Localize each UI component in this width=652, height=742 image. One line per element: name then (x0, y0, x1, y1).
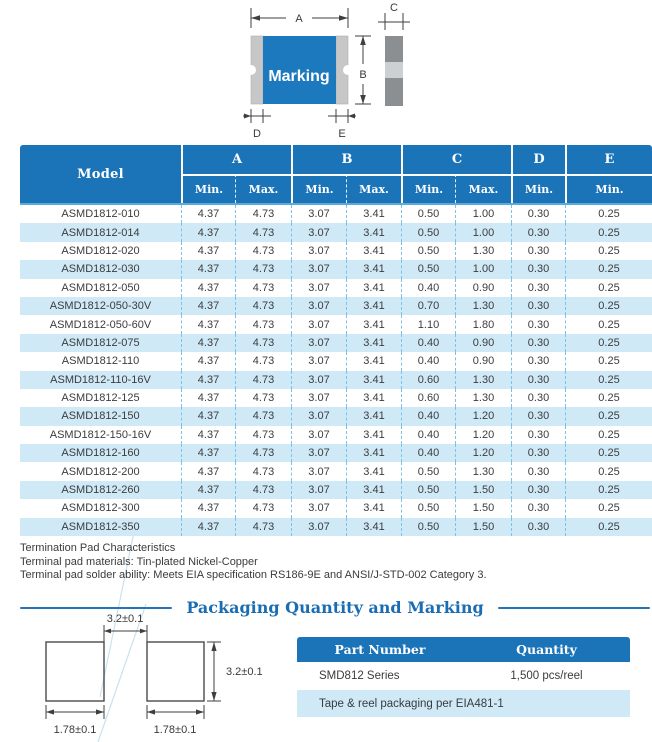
value-cell: 1.20 (455, 444, 511, 462)
value-cell: 4.37 (181, 334, 235, 352)
value-cell: 4.73 (235, 499, 291, 517)
model-cell: ASMD1812-030 (61, 263, 140, 276)
side-view (385, 36, 403, 106)
value-cell: 4.73 (235, 389, 291, 407)
value-cell: 0.40 (401, 426, 455, 444)
model-cell: ASMD1812-300 (61, 502, 140, 515)
value-cell: 0.30 (511, 279, 565, 297)
model-cell: ASMD1812-075 (61, 336, 140, 349)
packaging-table-header (297, 637, 630, 662)
value-cell: 1.10 (401, 315, 455, 333)
subheader-c-max: Max. (455, 174, 511, 203)
value-cell: 4.37 (181, 499, 235, 517)
value-cell: 3.41 (346, 518, 401, 536)
value-cell: 4.73 (235, 518, 291, 536)
value-cell: 0.50 (401, 223, 455, 241)
value-cell: 4.73 (235, 444, 291, 462)
pad-height-label: 3.2±0.1 (226, 666, 263, 678)
subheader-a-min: Min. (181, 174, 235, 203)
value-cell: 4.73 (235, 334, 291, 352)
value-cell: 4.37 (181, 315, 235, 333)
value-cell: 4.73 (235, 462, 291, 480)
value-cell: 0.40 (401, 352, 455, 370)
table-row (20, 223, 652, 241)
value-cell: 3.07 (291, 297, 346, 315)
value-cell: 0.25 (565, 481, 652, 499)
table-row (20, 481, 652, 499)
value-cell: 0.25 (565, 205, 652, 223)
value-cell: 4.37 (181, 518, 235, 536)
right-notch (343, 65, 353, 75)
model-cell: ASMD1812-050-60V (49, 318, 152, 331)
dim-e-arrow (348, 114, 355, 119)
value-cell: 3.07 (291, 426, 346, 444)
value-cell: 0.40 (401, 444, 455, 462)
value-cell: 0.30 (511, 481, 565, 499)
width2-arrow-right (196, 709, 204, 714)
left-notch (246, 65, 256, 75)
value-cell: 3.07 (291, 371, 346, 389)
land-pattern-diagram (0, 606, 340, 742)
value-cell: 0.40 (401, 407, 455, 425)
value-cell: 0.30 (511, 242, 565, 260)
value-cell: 1.20 (455, 426, 511, 444)
table-row (20, 334, 652, 352)
value-cell: 0.25 (565, 407, 652, 425)
value-cell: 3.41 (346, 334, 401, 352)
table-row (297, 662, 630, 690)
table-row (20, 426, 652, 444)
part-number-cell: SMD812 Series (319, 670, 400, 682)
model-cell: ASMD1812-150 (61, 410, 140, 423)
height-arrow-top (211, 642, 216, 651)
value-cell: 0.60 (401, 371, 455, 389)
termination-notes (20, 542, 487, 583)
model-cell: ASMD1812-050-30V (49, 300, 152, 313)
model-cell: ASMD1812-020 (61, 244, 140, 257)
table-row (20, 518, 652, 536)
dim-c-label: C (390, 2, 398, 14)
column-header-b: B (291, 145, 401, 174)
table-row (20, 260, 652, 278)
value-cell: 0.30 (511, 297, 565, 315)
value-cell: 0.30 (511, 426, 565, 444)
quantity-header: Quantity (516, 642, 577, 657)
value-cell: 4.37 (181, 407, 235, 425)
value-cell: 0.25 (565, 444, 652, 462)
value-cell: 3.41 (346, 371, 401, 389)
pad-pitch-label: 3.2±0.1 (106, 613, 144, 625)
dim-b-label: B (359, 69, 367, 81)
note-line: Termination Pad Characteristics (20, 542, 176, 554)
note-line: Terminal pad solder ability: Meets EIA specification RS186-9E and ANSI/J-STD-002 Category 3. (20, 569, 487, 582)
value-cell: 0.25 (565, 462, 652, 480)
value-cell: 3.41 (346, 297, 401, 315)
pitch-dim-lines (104, 625, 147, 642)
value-cell: 0.25 (565, 297, 652, 315)
value-cell: 3.41 (346, 444, 401, 462)
value-cell: 0.50 (401, 518, 455, 536)
value-cell: 0.90 (455, 279, 511, 297)
dim-d-arrow (244, 114, 251, 119)
value-cell: 4.37 (181, 462, 235, 480)
value-cell: 4.73 (235, 426, 291, 444)
value-cell: 3.07 (291, 518, 346, 536)
value-cell: 0.25 (565, 389, 652, 407)
value-cell: 0.30 (511, 389, 565, 407)
value-cell: 4.73 (235, 481, 291, 499)
value-cell: 3.41 (346, 499, 401, 517)
value-cell: 1.00 (455, 223, 511, 241)
section-title: Packaging Quantity and Marking (186, 598, 484, 617)
value-cell: 0.50 (401, 499, 455, 517)
value-cell: 3.41 (346, 260, 401, 278)
table-row (20, 371, 652, 389)
subheader-d-min: Min. (511, 174, 565, 203)
table-row (20, 462, 652, 480)
value-cell: 4.37 (181, 352, 235, 370)
value-cell: 3.07 (291, 334, 346, 352)
subheader-b-max: Max. (346, 174, 401, 203)
value-cell: 0.25 (565, 315, 652, 333)
value-cell: 0.30 (511, 518, 565, 536)
dim-b-arrow-top (360, 36, 366, 45)
package-dimension-diagram (0, 0, 652, 143)
table-row (20, 205, 652, 223)
note-line: Terminal pad materials: Tin-plated Nickel-Copper (20, 555, 258, 568)
value-cell: 0.40 (401, 279, 455, 297)
dim-a-arrow-right (339, 15, 348, 21)
table-row (20, 352, 652, 370)
value-cell: 0.40 (401, 334, 455, 352)
value-cell: 3.07 (291, 499, 346, 517)
value-cell: 4.73 (235, 407, 291, 425)
dim-b-arrow-bottom (360, 95, 366, 104)
table-row (20, 279, 652, 297)
value-cell: 0.30 (511, 444, 565, 462)
value-cell: 1.00 (455, 260, 511, 278)
packaging-table (297, 637, 630, 717)
value-cell: 4.73 (235, 315, 291, 333)
value-cell: 0.30 (511, 205, 565, 223)
value-cell: 0.60 (401, 389, 455, 407)
width1-dim-lines (46, 705, 104, 719)
column-header-d: D (511, 145, 565, 174)
table-row (20, 499, 652, 517)
dim-c-lines (378, 13, 410, 30)
value-cell: 0.50 (401, 260, 455, 278)
model-cell: ASMD1812-010 (61, 208, 140, 221)
value-cell: 0.25 (565, 223, 652, 241)
part-number-header: Part Number (334, 642, 426, 657)
value-cell: 3.41 (346, 426, 401, 444)
model-cell: ASMD1812-160 (61, 447, 140, 460)
value-cell: 3.41 (346, 481, 401, 499)
value-cell: 0.30 (511, 315, 565, 333)
value-cell: 0.25 (565, 279, 652, 297)
value-cell: 0.25 (565, 371, 652, 389)
height-arrow-bottom (211, 692, 216, 701)
value-cell: 1.30 (455, 297, 511, 315)
value-cell: 0.25 (565, 426, 652, 444)
value-cell: 3.07 (291, 352, 346, 370)
pad-width-label-2: 1.78±0.1 (153, 724, 197, 736)
value-cell: 1.30 (455, 242, 511, 260)
model-cell: ASMD1812-125 (61, 392, 140, 405)
model-cell: ASMD1812-150-16V (49, 428, 152, 441)
pad-width-label-1: 1.78±0.1 (53, 724, 97, 736)
value-cell: 1.30 (455, 462, 511, 480)
marking-label: Marking (268, 68, 330, 85)
table-row (20, 315, 652, 333)
column-header-e: E (565, 145, 652, 174)
dim-d-label: D (253, 128, 261, 140)
value-cell: 4.37 (181, 389, 235, 407)
model-cell: ASMD1812-200 (61, 465, 140, 478)
table-row (20, 297, 652, 315)
value-cell: 0.30 (511, 371, 565, 389)
model-cell: ASMD1812-110-16V (50, 373, 151, 386)
value-cell: 1.50 (455, 499, 511, 517)
value-cell: 0.30 (511, 499, 565, 517)
value-cell: 3.07 (291, 242, 346, 260)
value-cell: 0.25 (565, 518, 652, 536)
value-cell: 0.25 (565, 334, 652, 352)
pitch-arrow-left (104, 629, 111, 634)
value-cell: 1.20 (455, 407, 511, 425)
value-cell: 0.50 (401, 462, 455, 480)
value-cell: 3.41 (346, 352, 401, 370)
value-cell: 3.41 (346, 223, 401, 241)
value-cell: 4.37 (181, 279, 235, 297)
value-cell: 0.25 (565, 260, 652, 278)
column-header-a: A (181, 145, 291, 174)
value-cell: 0.30 (511, 462, 565, 480)
value-cell: 0.50 (401, 481, 455, 499)
value-cell: 3.41 (346, 315, 401, 333)
spec-table-body (20, 205, 652, 536)
spec-table-header (20, 145, 652, 205)
table-row (20, 407, 652, 425)
value-cell: 0.30 (511, 352, 565, 370)
dim-a-arrow-left (251, 15, 260, 21)
value-cell: 0.50 (401, 242, 455, 260)
value-cell: 4.73 (235, 260, 291, 278)
dim-e-label: E (338, 128, 346, 140)
value-cell: 3.07 (291, 223, 346, 241)
value-cell: 4.37 (181, 205, 235, 223)
value-cell: 4.73 (235, 371, 291, 389)
width2-dim-lines (147, 705, 204, 719)
value-cell: 4.73 (235, 352, 291, 370)
value-cell: 3.41 (346, 242, 401, 260)
value-cell: 4.73 (235, 205, 291, 223)
value-cell: 1.80 (455, 315, 511, 333)
subheader-b-min: Min. (291, 174, 346, 203)
subheader-c-min: Min. (401, 174, 455, 203)
packaging-note-cell: Tape & reel packaging per EIA481-1 (297, 690, 630, 717)
model-cell: ASMD1812-050 (61, 281, 140, 294)
value-cell: 0.30 (511, 260, 565, 278)
value-cell: 1.50 (455, 518, 511, 536)
value-cell: 0.30 (511, 407, 565, 425)
table-row (20, 242, 652, 260)
subheader-a-max: Max. (235, 174, 291, 203)
quantity-cell: 1,500 pcs/reel (510, 670, 583, 682)
value-cell: 4.37 (181, 426, 235, 444)
value-cell: 0.30 (511, 223, 565, 241)
land-pad-left (46, 642, 104, 701)
width1-arrow-right (96, 709, 104, 714)
value-cell: 3.41 (346, 462, 401, 480)
dim-a-label: A (295, 13, 303, 25)
value-cell: 0.25 (565, 499, 652, 517)
value-cell: 3.41 (346, 205, 401, 223)
value-cell: 4.37 (181, 371, 235, 389)
value-cell: 4.37 (181, 444, 235, 462)
value-cell: 3.41 (346, 279, 401, 297)
value-cell: 0.25 (565, 352, 652, 370)
value-cell: 0.25 (565, 242, 652, 260)
width2-arrow-left (147, 709, 155, 714)
value-cell: 1.30 (455, 371, 511, 389)
value-cell: 3.07 (291, 279, 346, 297)
column-header-model: Model (77, 166, 124, 182)
value-cell: 4.37 (181, 242, 235, 260)
model-cell: ASMD1812-350 (61, 520, 140, 533)
value-cell: 1.00 (455, 205, 511, 223)
value-cell: 4.37 (181, 223, 235, 241)
value-cell: 4.73 (235, 279, 291, 297)
value-cell: 3.07 (291, 481, 346, 499)
value-cell: 3.07 (291, 389, 346, 407)
model-cell: ASMD1812-014 (61, 226, 140, 239)
land-pad-right (147, 642, 204, 701)
value-cell: 0.90 (455, 334, 511, 352)
value-cell: 4.73 (235, 297, 291, 315)
model-cell: ASMD1812-110 (61, 355, 140, 368)
value-cell: 1.30 (455, 389, 511, 407)
value-cell: 4.37 (181, 260, 235, 278)
value-cell: 4.37 (181, 481, 235, 499)
spec-table (20, 145, 652, 536)
value-cell: 3.41 (346, 407, 401, 425)
value-cell: 3.07 (291, 260, 346, 278)
subheader-e-min: Min. (565, 174, 652, 203)
model-cell: ASMD1812-260 (61, 484, 140, 497)
value-cell: 3.41 (346, 389, 401, 407)
value-cell: 0.90 (455, 352, 511, 370)
value-cell: 0.30 (511, 334, 565, 352)
value-cell: 4.37 (181, 297, 235, 315)
pitch-arrow-right (140, 629, 147, 634)
heading-rule-right (498, 607, 650, 609)
column-header-c: C (401, 145, 511, 174)
value-cell: 3.07 (291, 205, 346, 223)
value-cell: 0.50 (401, 205, 455, 223)
value-cell: 3.07 (291, 462, 346, 480)
value-cell: 3.07 (291, 315, 346, 333)
value-cell: 0.70 (401, 297, 455, 315)
value-cell: 4.73 (235, 242, 291, 260)
value-cell: 3.07 (291, 407, 346, 425)
value-cell: 1.50 (455, 481, 511, 499)
value-cell: 3.07 (291, 444, 346, 462)
table-row (20, 444, 652, 462)
table-row (20, 389, 652, 407)
value-cell: 4.73 (235, 223, 291, 241)
width1-arrow-left (46, 709, 54, 714)
